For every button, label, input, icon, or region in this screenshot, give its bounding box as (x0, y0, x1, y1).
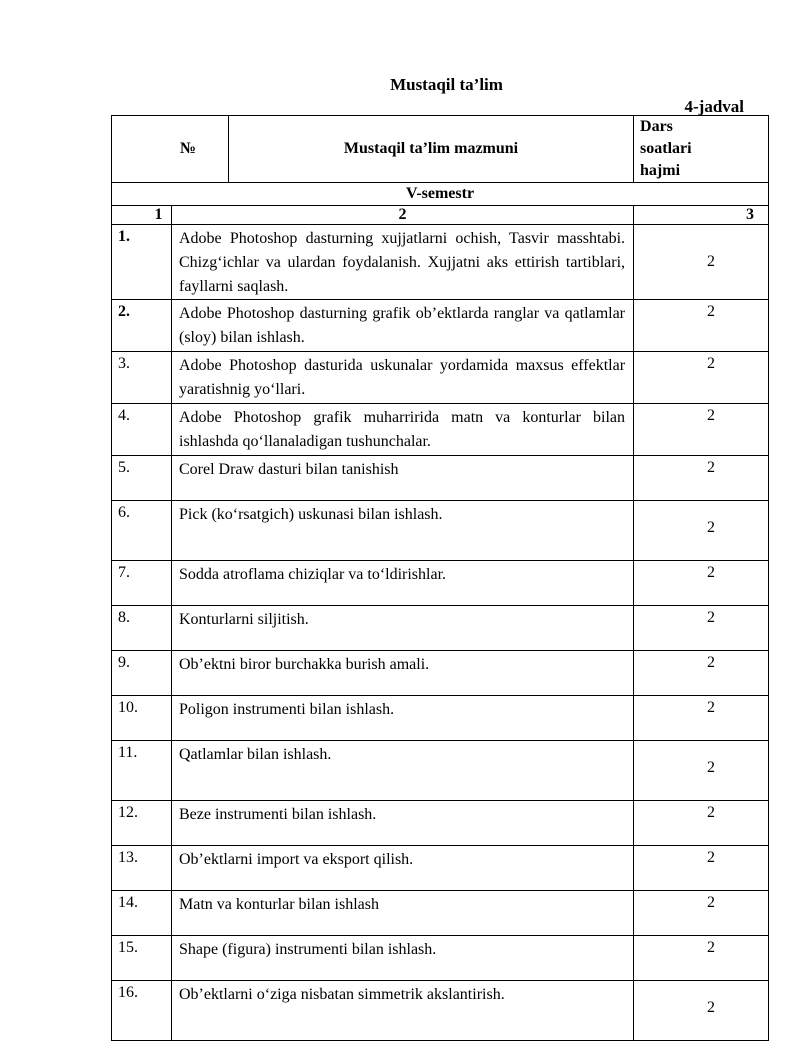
row-content: Poligon instrumenti bilan ishlash. (172, 696, 634, 741)
table-row (112, 501, 769, 561)
table-row (112, 741, 769, 801)
header-content: Mustaqil ta’lim mazmuni (229, 116, 634, 183)
row-content: Adobe Photoshop grafik muharririda matn va konturlar bilan ishlashda qo‘llanaladigan tushunchalar. (172, 404, 634, 456)
row-number: 4. (112, 404, 172, 456)
header-hours-line1: Dars (640, 118, 673, 135)
table-row (112, 225, 769, 300)
semester-row (112, 183, 769, 206)
row-hours: 2 (634, 846, 769, 891)
column-number-2: 2 (172, 206, 634, 225)
header-no: № (112, 116, 229, 183)
row-content: Ob’ektlarni import va eksport qilish. (172, 846, 634, 891)
row-content: Corel Draw dasturi bilan tanishish (172, 456, 634, 501)
row-hours: 2 (634, 352, 769, 404)
table-row (112, 981, 769, 1041)
row-number: 16. (112, 981, 172, 1041)
row-number: 7. (112, 561, 172, 606)
row-number: 8. (112, 606, 172, 651)
header-hours-line3: hajmi (640, 162, 681, 179)
row-hours: 2 (634, 936, 769, 981)
row-content: Konturlarni siljitish. (172, 606, 634, 651)
column-number-row (112, 206, 769, 225)
table-row (112, 846, 769, 891)
row-content: Shape (figura) instrumenti bilan ishlash. (172, 936, 634, 981)
row-number: 6. (112, 501, 172, 561)
row-hours: 2 (634, 501, 769, 561)
row-number: 1. (112, 225, 172, 300)
row-number: 5. (112, 456, 172, 501)
row-number: 2. (112, 300, 172, 352)
row-content: Adobe Photoshop dasturida uskunalar yordamida maxsus effektlar yaratishnig yo‘llari. (172, 352, 634, 404)
row-content: Matn va konturlar bilan ishlash (172, 891, 634, 936)
row-content: Qatlamlar bilan ishlash. (172, 741, 634, 801)
table-row (112, 352, 769, 404)
row-hours: 2 (634, 891, 769, 936)
row-content: Sodda atroflama chiziqlar va to‘ldirishlar. (172, 561, 634, 606)
table-body (112, 225, 769, 1041)
table-row (112, 456, 769, 501)
semester-label: V-semestr (112, 183, 769, 206)
column-number-1: 1 (112, 206, 172, 225)
row-content: Adobe Photoshop dasturning grafik ob’ektlarda ranglar va qatlamlar (sloy) bilan ishlash. (172, 300, 634, 352)
table-row (112, 606, 769, 651)
row-hours: 2 (634, 696, 769, 741)
row-number: 12. (112, 801, 172, 846)
row-number: 13. (112, 846, 172, 891)
table-row (112, 404, 769, 456)
row-content: Beze instrumenti bilan ishlash. (172, 801, 634, 846)
row-hours: 2 (634, 651, 769, 696)
row-hours: 2 (634, 225, 769, 300)
table-label: 4-jadval (684, 97, 744, 116)
table-row (112, 300, 769, 352)
header-hours-line2: soatlari (640, 140, 692, 157)
table-header-row (112, 116, 769, 183)
document-title: Mustaqil ta’lim (390, 75, 503, 94)
row-number: 10. (112, 696, 172, 741)
table-row (112, 651, 769, 696)
row-number: 11. (112, 741, 172, 801)
row-content: Adobe Photoshop dasturning xujjatlarni ochish, Tasvir masshtabi. Chizg‘ichlar va ulardan foydalanish. Xujjatni aks ettirish tartiblari, fayllarni saqlash. (172, 225, 634, 300)
header-hours (634, 116, 769, 183)
independent-study-table (111, 115, 769, 1041)
row-hours: 2 (634, 741, 769, 801)
row-number: 15. (112, 936, 172, 981)
row-number: 3. (112, 352, 172, 404)
row-hours: 2 (634, 404, 769, 456)
table-row (112, 891, 769, 936)
row-content: Ob’ektni biror burchakka burish amali. (172, 651, 634, 696)
row-hours: 2 (634, 801, 769, 846)
row-hours: 2 (634, 300, 769, 352)
row-content: Ob’ektlarni o‘ziga nisbatan simmetrik akslantirish. (172, 981, 634, 1041)
row-hours: 2 (634, 606, 769, 651)
table-row (112, 936, 769, 981)
column-number-3: 3 (634, 206, 769, 225)
table-row (112, 696, 769, 741)
table-row (112, 561, 769, 606)
table-row (112, 801, 769, 846)
row-content: Pick (ko‘rsatgich) uskunasi bilan ishlash. (172, 501, 634, 561)
row-hours: 2 (634, 561, 769, 606)
row-hours: 2 (634, 456, 769, 501)
row-hours: 2 (634, 981, 769, 1041)
row-number: 14. (112, 891, 172, 936)
row-number: 9. (112, 651, 172, 696)
